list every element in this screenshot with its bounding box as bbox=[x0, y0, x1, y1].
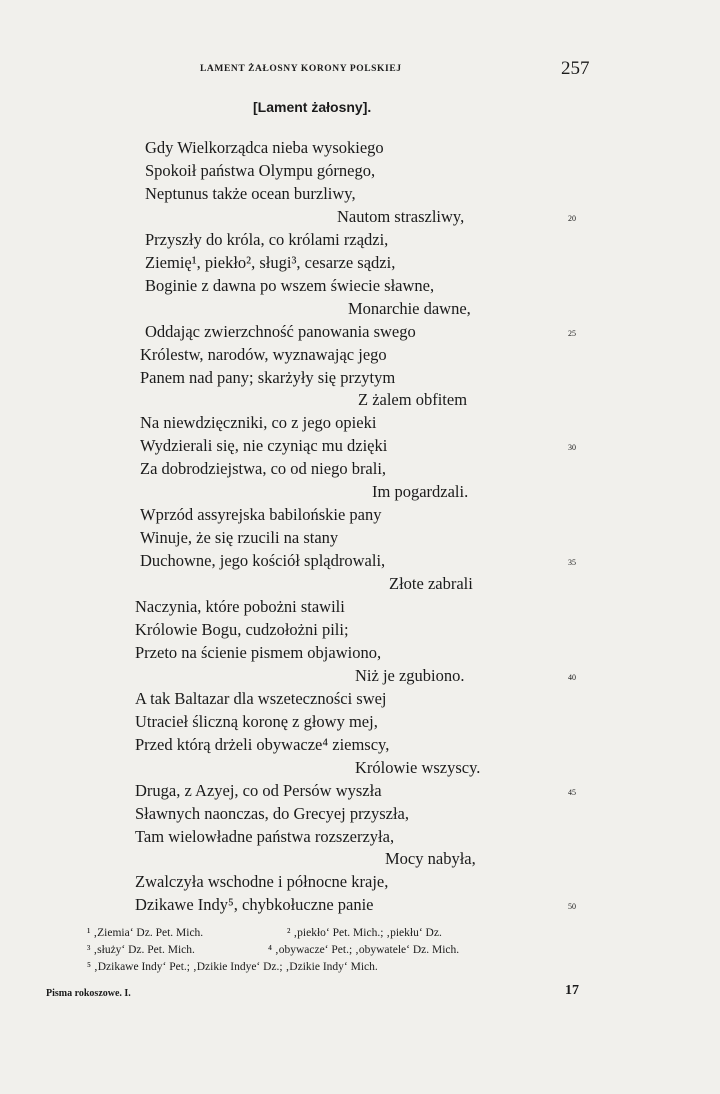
poem-line: Królowie wszyscy. bbox=[355, 757, 481, 777]
poem-line: Mocy nabyła, bbox=[385, 849, 476, 869]
footnote-row bbox=[87, 942, 647, 959]
poem-line: A tak Baltazar dla wszeteczności swej bbox=[135, 688, 387, 708]
footnote-row bbox=[87, 959, 647, 976]
poem-title: [Lament żałosny]. bbox=[253, 99, 372, 115]
signature-number: 17 bbox=[565, 983, 579, 998]
poem-line: Złote zabrali bbox=[389, 574, 473, 594]
footnote-2: ² ‚piekło‘ Pet. Mich.; ‚piekłu‘ Dz. bbox=[287, 927, 442, 939]
poem-line: Neptunus także ocean burzliwy, bbox=[145, 183, 356, 203]
poem-line: Wprzód assyrejska babilońskie pany bbox=[140, 505, 382, 525]
poem-line: Wydzierali się, nie czyniąc mu dzięki bbox=[140, 436, 388, 456]
footnote-4: ⁴ ‚obywacze‘ Pet.; ‚obywatele‘ Dz. Mich. bbox=[268, 944, 460, 956]
line-number: 45 bbox=[568, 787, 576, 797]
poem-line: Królowie Bogu, cudzołożni pili; bbox=[135, 619, 349, 639]
poem-line: Utracieł śliczną koronę z głowy mej, bbox=[135, 711, 378, 731]
poem-line: Przeto na ścienie pismem objawiono, bbox=[135, 642, 382, 662]
poem-line: Królestw, narodów, wyznawając jego bbox=[140, 344, 387, 364]
poem-line: Niż je zgubiono. bbox=[355, 665, 465, 685]
printer-signature: Pisma rokoszowe. I. bbox=[46, 988, 131, 999]
running-title: LAMENT ŻAŁOSNY KORONY POLSKIEJ bbox=[200, 64, 402, 74]
line-number: 50 bbox=[568, 902, 576, 912]
poem-line: Druga, z Azyej, co od Persów wyszła bbox=[135, 780, 382, 800]
poem-line: Monarchie dawne, bbox=[348, 298, 471, 318]
line-number: 30 bbox=[568, 443, 576, 453]
poem-line: Tam wielowładne państwa rozszerzyła, bbox=[135, 826, 395, 846]
poem-line: Im pogardzali. bbox=[372, 482, 469, 502]
poem-line: Naczynia, które pobożni stawili bbox=[135, 597, 345, 616]
footnote-1: ¹ ‚Ziemia‘ Dz. Pet. Mich. bbox=[87, 927, 204, 939]
poem-line: Zwalczyła wschodne i północne kraje, bbox=[135, 872, 389, 892]
poem-line: Winuje, że się rzucili na stany bbox=[140, 528, 339, 548]
poem-line: Gdy Wielkorządca nieba wysokiego bbox=[145, 138, 384, 157]
line-number: 40 bbox=[568, 672, 576, 682]
poem-line: Nautom straszliwy, bbox=[337, 206, 465, 226]
page-number: 257 bbox=[561, 58, 590, 79]
poem-line: Sławnych naonczas, do Grecyej przyszła, bbox=[135, 803, 409, 823]
poem-line: Przyszły do króla, co królami rządzi, bbox=[145, 229, 389, 249]
poem-line: Panem nad pany; skarżyły się przytym bbox=[140, 367, 396, 387]
poem-line: Z żalem obfitem bbox=[358, 390, 468, 410]
poem-line: Oddając zwierzchność panowania swego bbox=[145, 321, 416, 341]
footnote-3: ³ ‚służy‘ Dz. Pet. Mich. bbox=[87, 944, 195, 956]
footnote-row bbox=[87, 925, 647, 942]
poem-line: Boginie z dawna po wszem świecie sławne, bbox=[145, 275, 435, 295]
line-number: 35 bbox=[568, 558, 576, 568]
poem-line: Duchowne, jego kościół splądrowali, bbox=[140, 551, 386, 571]
poem-line: Ziemię¹, piekło², sługi³, cesarze sądzi, bbox=[145, 252, 396, 272]
line-number: 20 bbox=[568, 213, 576, 223]
poem-line: Przed którą drżeli obywacze⁴ ziemscy, bbox=[135, 734, 390, 754]
footnotes bbox=[87, 925, 647, 976]
footnote-5: ⁵ ‚Dzikawe Indy‘ Pet.; ‚Dzikie Indye‘ Dz.; ‚Dzikie Indy‘ Mich. bbox=[87, 961, 378, 973]
poem-line: Na niewdzięczniki, co z jego opieki bbox=[140, 413, 377, 433]
poem-line: Dzikawe Indy⁵, chybkołuczne panie bbox=[135, 895, 374, 915]
line-number: 25 bbox=[568, 328, 576, 338]
poem-line: Za dobrodziejstwa, co od niego brali, bbox=[140, 459, 387, 479]
poem-line: Spokoił państwa Olympu górnego, bbox=[145, 160, 376, 180]
